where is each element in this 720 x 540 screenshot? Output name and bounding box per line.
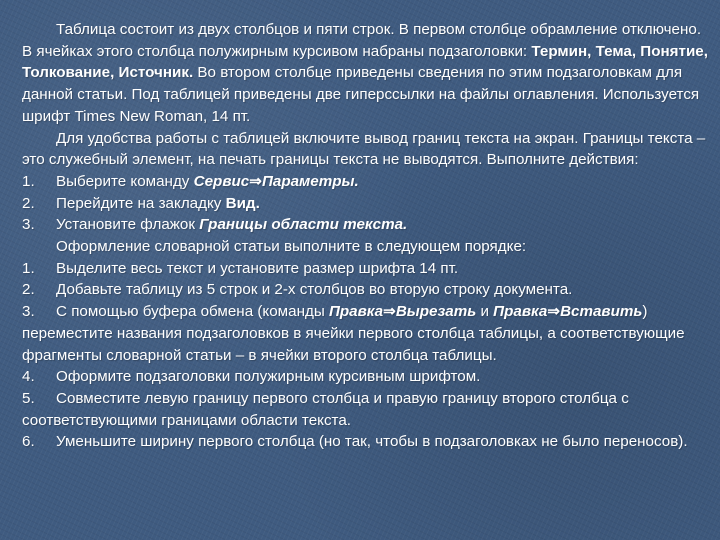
list-number: 1. [22,259,35,277]
list-number: 1. [22,172,35,190]
list-text: Выберите команду [56,172,194,190]
list-number: 2. [22,194,35,212]
instructions-paragraph: Для удобства работы с таблицей включите вывод границ текста на экран. Границы текста – это служебный элемент, на печать границы текста не выводятся. Выполните действия: [22,129,706,169]
list-text: и [476,303,494,321]
list-text: Установите флажок [56,216,200,234]
list-number: 5. [22,389,35,407]
list-item [22,279,708,301]
list-text: Уменьшите ширину первого столбца (но так, чтобы в подзаголовках не было переносов). [56,433,688,451]
slide-text [22,19,708,453]
arrow-icon: ⇒ [249,172,262,190]
list-text: ) переместите названия подзаголовков в ячейки первого столбца таблицы, а соответствующие фрагменты словарной статьи – в ячейки второго столбца таблицы. [22,303,685,364]
list-number: 4. [22,368,35,386]
checkbox-name: Границы области текста. [199,216,408,234]
intro-text-2: Во втором столбце приведены сведения по этим подзаголовкам для данной статьи. Под таблицей приведены две гиперссылки на файлы оглавления. Используется шрифт Times New Roman, 14 пт. [22,64,700,125]
list-item [22,193,708,215]
list-item [22,258,708,280]
list-item [22,301,708,366]
menu-command: Вырезать [395,303,477,321]
subheading-terms: Термин, Тема, Понятие, Толкование, Источник. [22,42,708,82]
intro-paragraph [22,19,708,128]
list-number: 3. [22,216,35,234]
tab-name: Вид. [225,194,260,212]
list-item [22,388,708,431]
list-text: Совместите левую границу первого столбца и правую границу второго столбца с соответствующими границами области текста. [22,389,629,429]
list-text: Перейдите на закладку [56,194,226,212]
list-number: 6. [22,433,35,451]
intro-text-1: Таблица состоит из двух столбцов и пяти строк. В первом столбце обрамление отключено. В ячейках этого столбца полужирным курсивом набраны подзаголовки: [22,21,702,60]
arrow-icon: ⇒ [383,303,396,321]
list-item [22,366,708,388]
order-paragraph: Оформление словарной статьи выполните в следующем порядке: [56,238,527,256]
list-item [22,214,708,236]
menu-command: Правка [493,303,548,321]
menu-command: Сервис [193,172,250,190]
list-item [22,431,708,453]
menu-command: Параметры. [261,172,359,190]
list-text: Выделите весь текст и установите размер шрифта 14 пт. [56,259,459,277]
menu-command: Правка [328,303,384,321]
list-item [22,171,708,193]
arrow-icon: ⇒ [547,303,561,321]
list-number: 3. [22,303,35,321]
list-text: Оформите подзаголовки полужирным курсивным шрифтом. [56,368,481,386]
list-text: Добавьте таблицу из 5 строк и 2-х столбцов во вторую строку документа. [56,281,573,299]
list-number: 2. [22,281,35,299]
list-text: С помощью буфера обмена (команды [56,303,329,321]
menu-command: Вставить [560,303,643,321]
